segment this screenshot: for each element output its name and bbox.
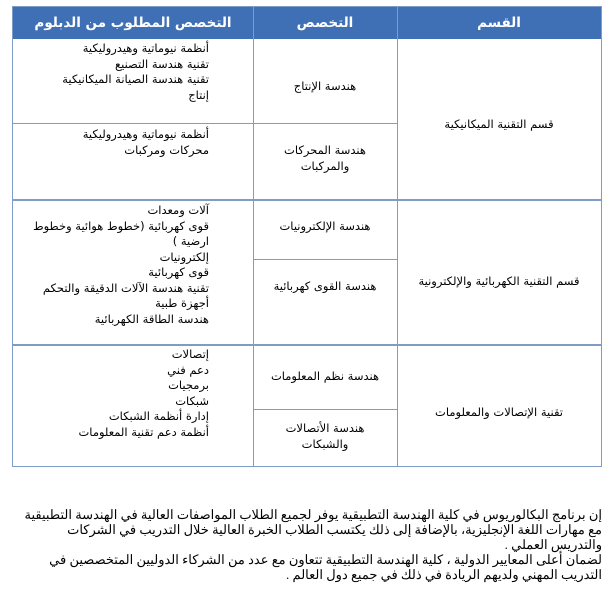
list-item: أنظمة دعم تقنية المعلومات	[78, 424, 209, 439]
list-item: هندسة المحركات	[284, 143, 366, 157]
list-item: إتصالات	[171, 347, 209, 361]
department-mechanical: قسم التقنية الميكانيكية	[444, 117, 554, 131]
list-item: أنظمة نيوماتية وهيدروليكية	[82, 41, 209, 55]
specialization-production: هندسة الإنتاج	[293, 79, 357, 93]
paragraph-line: مع مهارات اللغة الإنجليزية، بالإضافة إلى ذلك يكتسب الطلاب الخبرة العالية خلال التدريب في الشركات	[67, 522, 602, 537]
list-item: محركات ومركبات	[124, 142, 209, 157]
list-item: أنظمة نيوماتية وهيدروليكية	[82, 127, 209, 141]
row-divider	[253, 409, 397, 410]
list-item: إدارة أنظمة الشبكات	[108, 409, 209, 423]
department-electrical: قسم التقنية الكهربائية والإلكترونية	[418, 274, 580, 288]
specialization-information-systems: هندسة نظم المعلومات	[270, 369, 380, 383]
row-divider	[253, 259, 397, 260]
header-department: القسم	[477, 15, 521, 31]
list-item: هندسة الأتصالات	[285, 421, 365, 435]
list-item: شبكات	[175, 393, 209, 408]
department-communications: تقنية الإتصالات والمعلومات	[435, 405, 563, 419]
diploma-list-electrical	[33, 203, 209, 327]
list-item: تقنية هندسة الآلات الدقيقة والتحكم	[42, 280, 209, 295]
specialization-electronics: هندسة الإلكترونيات	[279, 219, 371, 233]
header-required-diploma: التخصص المطلوب من الدبلوم	[34, 15, 232, 31]
list-item: أجهزة طبية	[155, 296, 209, 310]
list-item: هندسة الطاقة الكهربائية	[94, 311, 209, 326]
paragraph-line: التدريب المهني ولديهم الريادة في ذلك في جميع دول العالم .	[286, 567, 602, 582]
diploma-list-production	[62, 41, 209, 103]
diploma-list-communications	[78, 347, 209, 440]
column-divider	[397, 7, 398, 466]
paragraph-line: والتدريس العملي .	[504, 537, 602, 552]
group-divider	[13, 199, 601, 201]
specialization-table	[12, 6, 602, 467]
list-item: تقنية هندسة التصنيع	[114, 56, 209, 71]
list-item: تقنية هندسة الصيانة الميكانيكية	[62, 72, 209, 86]
row-divider	[13, 123, 397, 124]
header-specialization: التخصص	[296, 15, 354, 31]
list-item: قوى كهربائية	[148, 265, 209, 279]
specialization-engines-vehicles	[253, 143, 397, 174]
paragraph-line: لضمان أعلى المعايير الدولية ، كلية الهندسة التطبيقية تتعاون مع عدد من الشركاء الدوليين المتخصصين في	[49, 552, 602, 567]
paragraph-line: إن برنامج البكالوريوس في كلية الهندسة التطبيقية يوفر لجميع الطلاب المواصفات العالية في الهندسة التطبيقية	[24, 507, 602, 522]
list-item: ارضية )	[172, 234, 209, 248]
list-item: إنتاج	[188, 87, 209, 102]
list-item: والشبكات	[301, 436, 349, 451]
list-item: إلكترونيات	[159, 249, 209, 264]
column-divider	[253, 7, 254, 466]
specialization-power: هندسة القوى كهربائية	[273, 279, 377, 293]
table-header-row	[13, 7, 601, 39]
list-item: برمجيات	[168, 378, 209, 392]
list-item: آلات ومعدات	[147, 203, 209, 217]
diploma-list-engines	[83, 127, 209, 158]
body-paragraph	[24, 507, 602, 582]
list-item: والمركبات	[300, 158, 350, 173]
list-item: قوى كهربائية (خطوط هوائية وخطوط	[32, 218, 209, 233]
specialization-communications-networks	[253, 421, 397, 452]
group-divider	[13, 344, 601, 346]
list-item: دعم فني	[167, 362, 209, 377]
